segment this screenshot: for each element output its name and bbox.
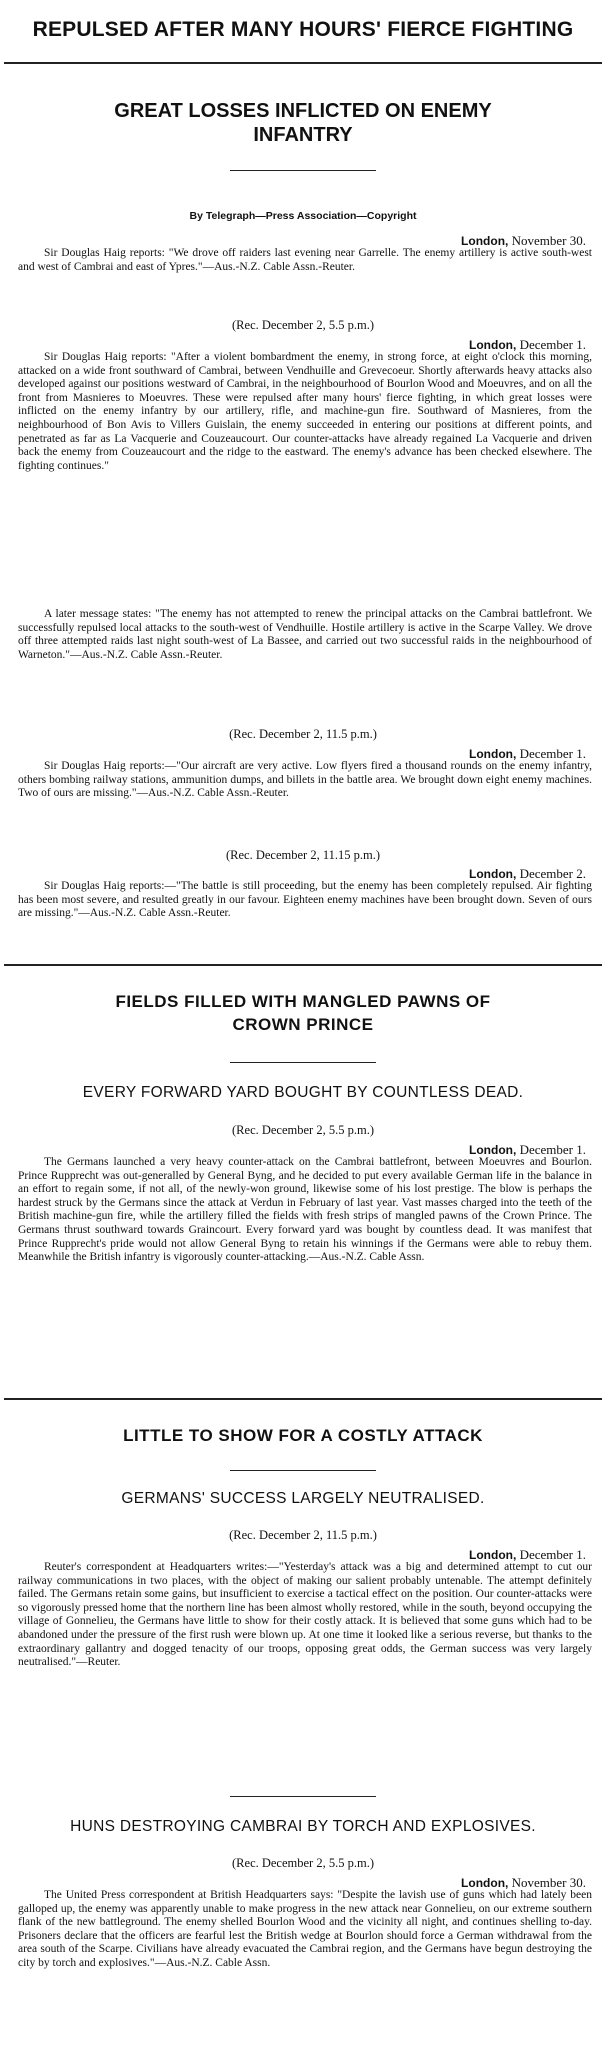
short-divider (230, 1470, 376, 1471)
headline-great-losses-line1: GREAT LOSSES INFLICTED ON ENEMY (114, 100, 492, 122)
article-paragraph: Sir Douglas Haig reports:—"Our aircraft are very active. Low flyers fired a thousand rounds on the enemy infantry, others bombing railway stations, ammunition dumps, and billets in the battle area. We brought down eight enemy machines. Two of ours are missing."—Aus.-N.Z. Cable Assn.-Reuter. (18, 760, 592, 800)
dateline: London, December 1. (469, 1547, 586, 1562)
dateline: London, December 1. (469, 337, 586, 352)
divider (4, 1398, 602, 1400)
received-line: (Rec. December 2, 11.5 p.m.) (229, 727, 377, 741)
article-paragraph: Sir Douglas Haig reports: "We drove off raiders last evening near Garrelle. The enemy artillery is active south-west and west of Cambrai and east of Ypres."—Aus.-N.Z. Cable Assn.-Reuter. (18, 247, 592, 273)
dateline: London, November 30. (461, 1875, 586, 1890)
divider (4, 964, 602, 966)
subheadline-forward-yard: EVERY FORWARD YARD BOUGHT BY COUNTLESS DEAD. (82, 1084, 524, 1101)
received-line: (Rec. December 2, 5.5 p.m.) (232, 318, 374, 332)
headline-fields-line1: FIELDS FILLED WITH MANGLED PAWNS OF (115, 992, 491, 1011)
article-paragraph: The United Press correspondent at British Headquarters says: "Despite the lavish use of guns which had lately been galloped up, the enemy was apparently unable to make progress in the new attack near Gonnelieu, on our extreme southern flank of the new battleground. The enemy shelled Bourlon Wood and the vicinity all night, and continues shelling to-day. Prisoners declare that the officers are fearful lest the British wedge at Bourlon should force a German withdrawal from the area south of the Scarpe. Civilians have already evacuated the Cambrai region, and the Germans have begun destroying the city by torch and explosives."—Aus.-N.Z. Cable Assn. (18, 1889, 592, 1969)
main-headline: REPULSED AFTER MANY HOURS' FIERCE FIGHTING (32, 18, 574, 41)
received-line: (Rec. December 2, 5.5 p.m.) (232, 1123, 374, 1137)
divider (4, 62, 602, 64)
dateline: London, November 30. (461, 233, 586, 248)
dateline: London, December 1. (469, 746, 586, 761)
article-paragraph: Reuter's correspondent at Headquarters writes:—"Yesterday's attack was a big and determined attempt to cut our railway communications in two places, with the object of making our salient probably untenable. The attempt definitely failed. The Germans retain some gains, but insufficient to exercise a tactical effect on the position. Our counter-attacks were so vigorously pressed home that the northern line has been almost wholly restored, while in the south, beyond occupying the village of Gonnelieu, the Germans have little to show for their costly attack. It is believed that some guns which had to be abandoned under the pressure of the first rush were blown up. At one time it looked like a serious reverse, but thanks to the extraordinary gallantry and dogged tenacity of our troops, opposing great odds, the German success was very largely neutralised."—Reuter. (18, 1561, 592, 1669)
article-paragraph: A later message states: "The enemy has not attempted to renew the principal attacks on the Cambrai battlefront. We successfully repulsed local attacks to the south-west of Vendhuille. Hostile artillery is active in the Scarpe Valley. We drove off three attempted raids last night south-west of La Bassee, and carried out two successful raids in the neighbourhood of Warneton."—Aus.-N.Z. Cable Assn.-Reuter. (18, 608, 592, 661)
subheadline-neutralised: GERMANS' SUCCESS LARGELY NEUTRALISED. (121, 1490, 485, 1507)
short-divider (230, 1796, 376, 1797)
received-line: (Rec. December 2, 11.15 p.m.) (226, 848, 380, 862)
headline-costly-attack: LITTLE TO SHOW FOR A COSTLY ATTACK (123, 1426, 483, 1445)
headline-great-losses-line2: INFANTRY (253, 124, 353, 146)
article-paragraph: Sir Douglas Haig reports:—"The battle is still proceeding, but the enemy has been completely repulsed. Air fighting has been most severe, and resulted greatly in our favour. Eighteen enemy machines have been brought down. Seven of ours are missing."—Aus.-N.Z. Cable Assn.-Reuter. (18, 880, 592, 920)
dateline: London, December 1. (469, 1142, 586, 1157)
subheadline-cambrai: HUNS DESTROYING CAMBRAI BY TORCH AND EXPLOSIVES. (70, 1818, 536, 1835)
article-paragraph: Sir Douglas Haig reports: "After a violent bombardment the enemy, in strong force, at eight o'clock this morning, attacked on a wide front southward of Cambrai, between Vendhuille and Grevecoeur. Shortly afterwards heavy attacks also developed against our positions westward of Cambrai, in the neighbourhood of Bourlon Wood and Moeuvres, and on all the front from Masnieres to Moeuvres. These were repulsed after many hours' fierce fighting, in which great losses were inflicted on the enemy infantry by our artillery, rifle, and machine-gun fire. Southward of Masnieres, from the neighbourhood of Bon Avis to Villers Guislain, the enemy succeeded in entering our positions at different points, and penetrated as far as La Vacquerie and Couzeaucourt. Our counter-attacks have already regained La Vacquerie and driven back the enemy from Couzeaucourt and the ridge to the eastward. The enemy's advance has been checked elsewhere. The fighting continues." (18, 351, 592, 472)
short-divider (230, 1062, 376, 1063)
dateline: London, December 2. (469, 866, 586, 881)
short-divider (230, 170, 376, 171)
byline: By Telegraph—Press Association—Copyright (189, 210, 417, 222)
received-line: (Rec. December 2, 5.5 p.m.) (232, 1856, 374, 1870)
article-paragraph: The Germans launched a very heavy counter-attack on the Cambrai battlefront, between Moeuvres and Bourlon. Prince Rupprecht was out-generalled by General Byng, and he decided to put every available German life in the balance in an effort to regain some, if not all, of the newly-won ground, likewise some of his lost prestige. The blow is perhaps the hardest struck by the Germans since the attack at Verdun in February of last year. Vast masses charged into the teeth of the British machine-gun fire, while the artillery filled the fields with fresh strips of mangled pawns of the Crown Prince. The Germans thrust southward towards Graincourt. Every forward yard was bought by countless dead. It was manifest that Prince Rupprecht's pride would not allow General Byng to retain his winnings if the Germans were able to rebuy them. Meanwhile the British infantry is vigorously counter-attacking.—Aus.-N.Z. Cable Assn. (18, 1156, 592, 1264)
headline-fields-line2: CROWN PRINCE (232, 1015, 374, 1034)
received-line: (Rec. December 2, 11.5 p.m.) (229, 1528, 377, 1542)
